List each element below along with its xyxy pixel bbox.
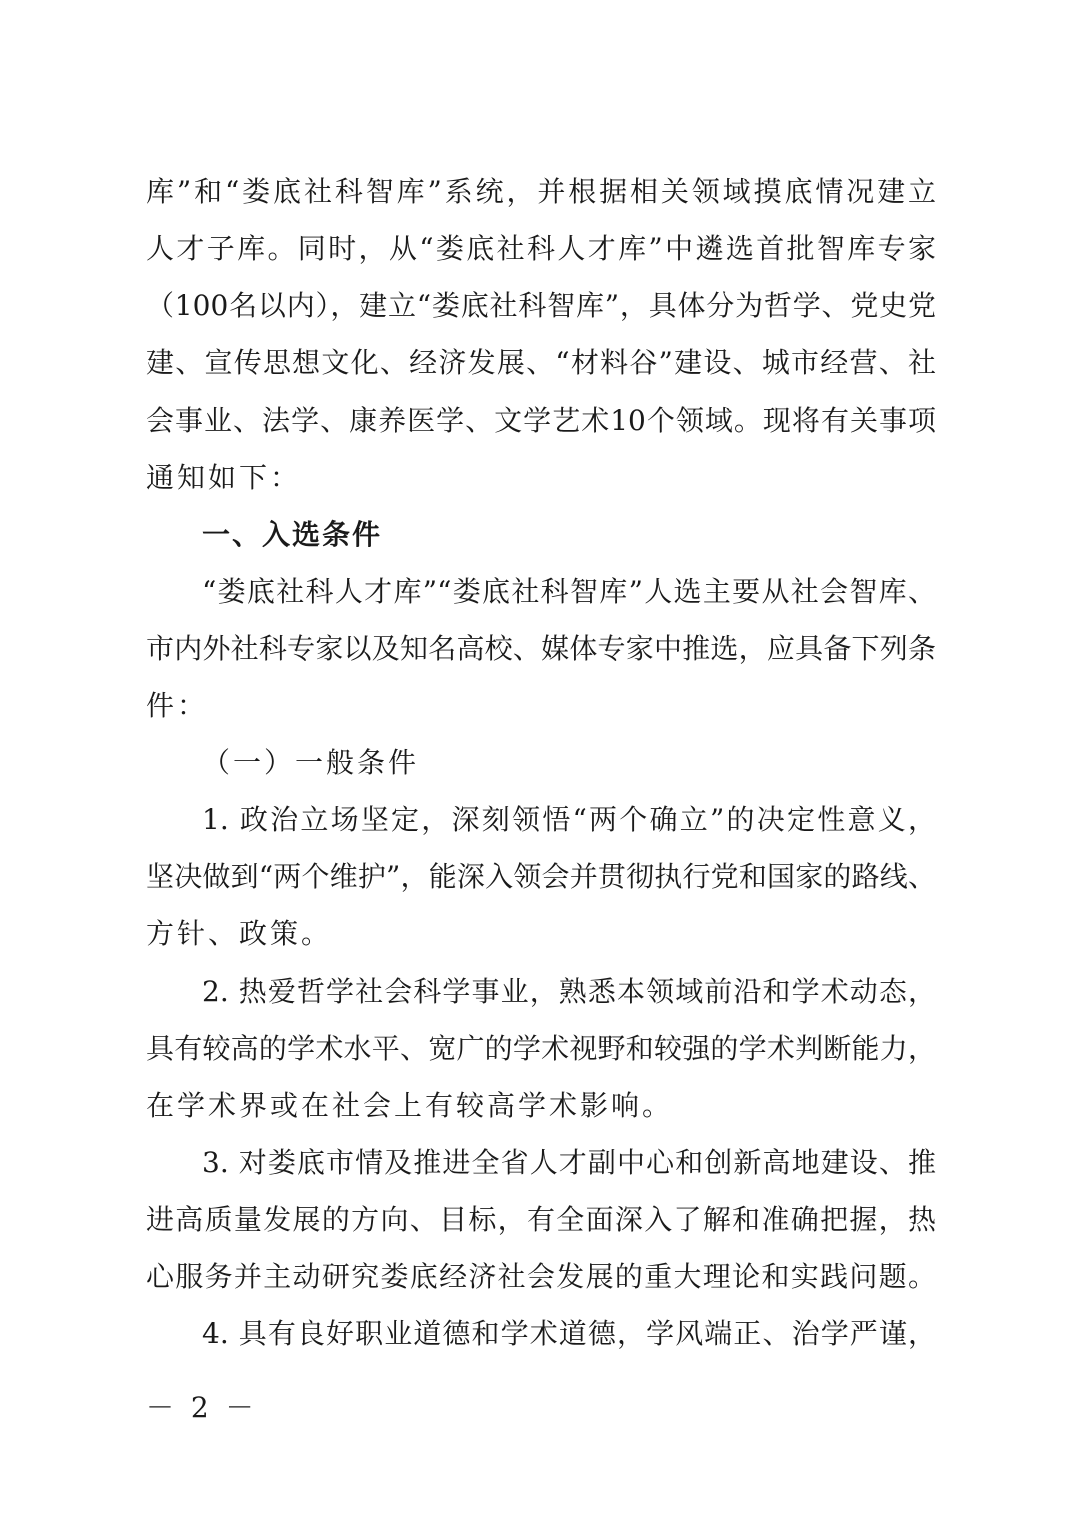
body-line: 市内外社科专家以及知名高校、媒体专家中推选，应具备下列条 [146,632,936,665]
body-line: 人才子库。同时，从“娄底社科人才库”中遴选首批智库专家 [146,232,936,265]
body-line: 通知如下： [146,461,302,494]
body-line: 3. 对娄底市情及推进全省人才副中心和创新高地建设、推 [202,1146,936,1179]
subsection-heading: （一）一般条件 [202,746,420,779]
body-line: 坚决做到“两个维护”，能深入领会并贯彻执行党和国家的路线、 [146,860,936,893]
page-number: － 2 － [146,1391,258,1424]
body-line: 心服务并主动研究娄底经济社会发展的重大理论和实践问题。 [146,1260,936,1293]
body-line: 在学术界或在社会上有较高学术影响。 [146,1089,674,1122]
body-line: “娄底社科人才库”“娄底社科智库”人选主要从社会智库、 [202,575,936,608]
body-line: 4. 具有良好职业道德和学术道德，学风端正、治学严谨， [202,1317,936,1350]
body-line: （100名以内），建立“娄底社科智库”，具体分为哲学、党史党 [146,289,936,322]
body-line: 件： [146,689,209,722]
body-line: 库”和“娄底社科智库”系统，并根据相关领域摸底情况建立 [146,175,936,208]
body-line: 2. 热爱哲学社会科学事业，熟悉本领域前沿和学术动态， [202,975,936,1008]
body-line: 具有较高的学术水平、宽广的学术视野和较强的学术判断能力， [146,1032,936,1065]
body-line: 进高质量发展的方向、目标，有全面深入了解和准确把握，热 [146,1203,936,1236]
body-line: 会事业、法学、康养医学、文学艺术10个领域。现将有关事项 [146,404,936,437]
body-line: 1. 政治立场坚定，深刻领悟“两个确立”的决定性意义， [202,803,936,836]
body-line: 建、宣传思想文化、经济发展、“材料谷”建设、城市经营、社 [146,346,936,379]
body-line: 方针、政策。 [146,917,333,950]
section-heading: 一、入选条件 [202,518,383,551]
